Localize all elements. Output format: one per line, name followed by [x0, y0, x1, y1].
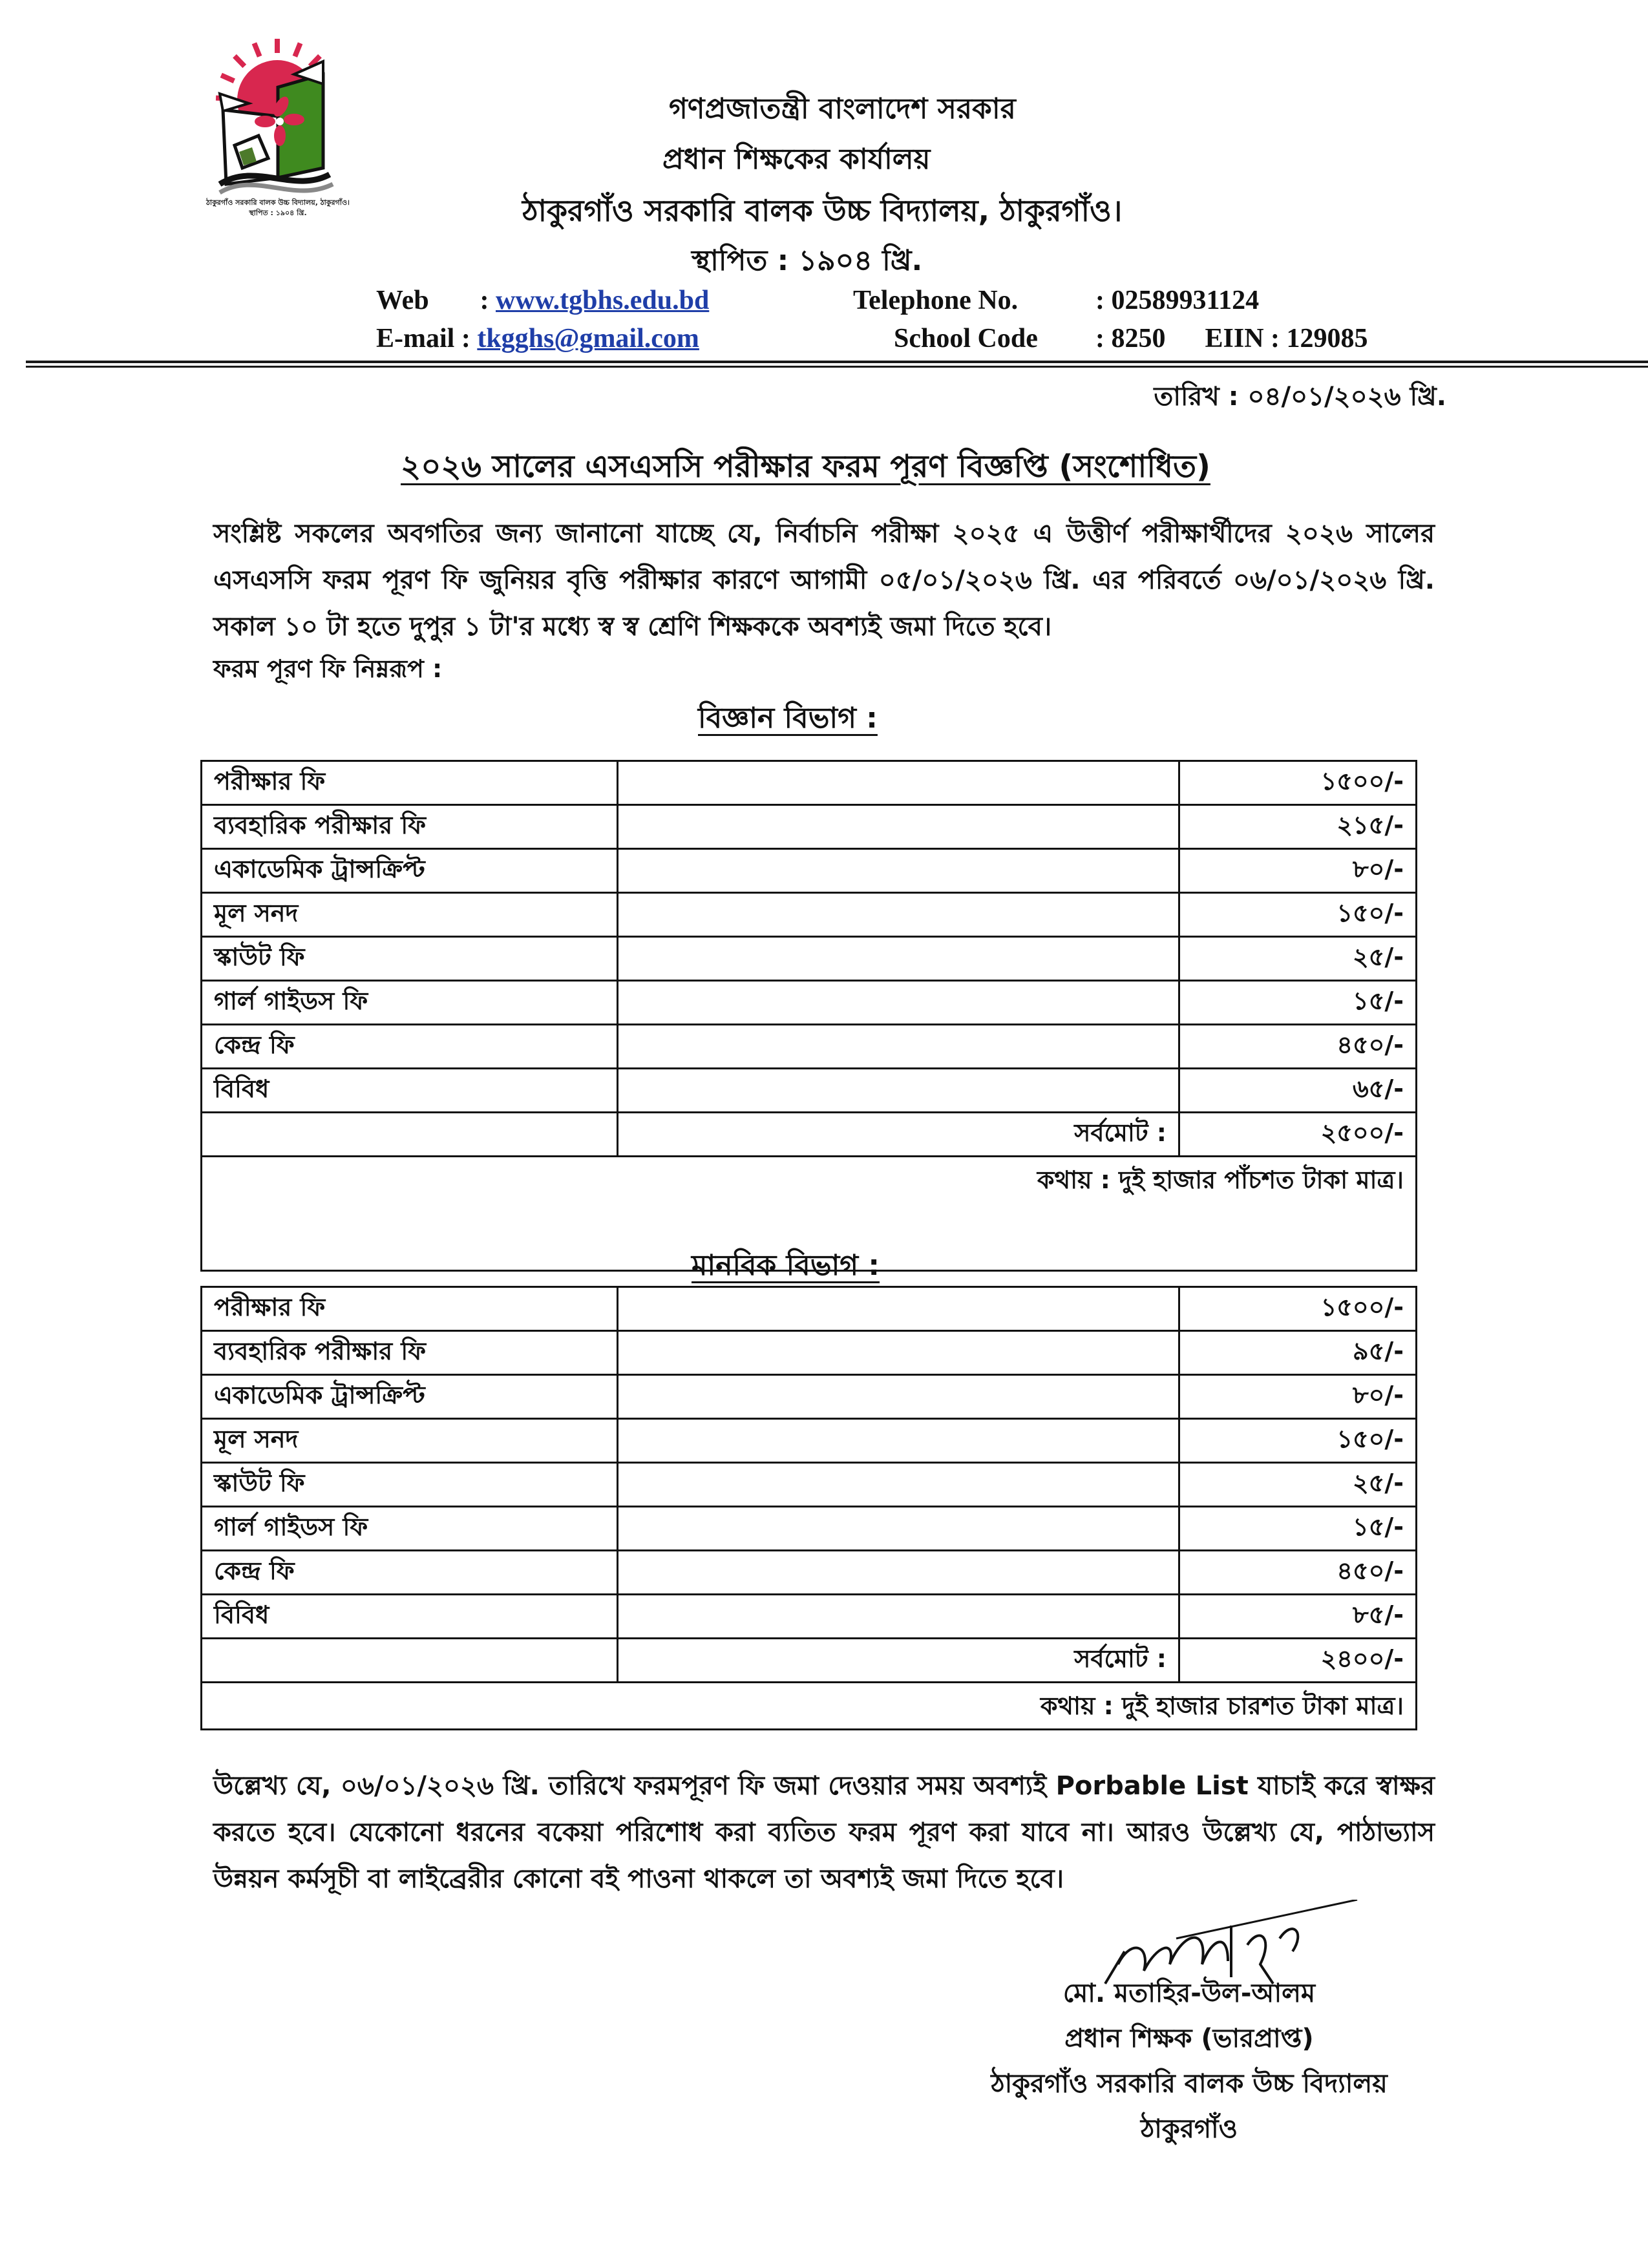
fee-amount: ১৫০/-	[1179, 1419, 1417, 1463]
established-year: স্থাপিত : ১৯০৪ খ্রি.	[692, 244, 923, 277]
blank-cell	[618, 893, 1179, 937]
signatory-location: ঠাকুরগাঁও	[1140, 2114, 1238, 2144]
fee-amount: ১৫/-	[1179, 981, 1417, 1025]
blank-cell	[618, 981, 1179, 1025]
table-row	[202, 849, 1417, 893]
fee-amount: ২১৫/-	[1179, 805, 1417, 849]
header-divider-thin	[26, 366, 1648, 368]
school-code-label: School Code	[894, 324, 1038, 353]
total-label: সর্বমোট :	[618, 1639, 1179, 1683]
eiin-label: EIIN	[1205, 324, 1264, 353]
school-logo-icon	[197, 39, 365, 200]
fee-amount: ৪৫০/-	[1179, 1551, 1417, 1595]
table-row	[202, 1025, 1417, 1069]
signatory-institution: ঠাকুরগাঁও সরকারি বালক উচ্চ বিদ্যালয়	[991, 2069, 1388, 2099]
in-words-row	[202, 1683, 1417, 1730]
fee-label: গার্ল গাইডস ফি	[202, 981, 618, 1025]
email-link[interactable]: tkgghs@gmail.com	[477, 324, 699, 353]
humanities-fee-table	[200, 1286, 1417, 1730]
telephone-line	[853, 285, 1259, 316]
table-row	[202, 893, 1417, 937]
notice-date: তারিখ : ০৪/০১/২০২৬ খ্রি.	[1154, 382, 1446, 412]
email-line	[376, 323, 699, 354]
total-label: সর্বমোট :	[618, 1113, 1179, 1157]
blank-cell	[202, 1639, 618, 1683]
fee-amount: ১৫০০/-	[1179, 1287, 1417, 1331]
fee-amount: ৮০/-	[1179, 849, 1417, 893]
fee-amount: ৪৫০/-	[1179, 1025, 1417, 1069]
blank-cell	[202, 1113, 618, 1157]
blank-cell	[618, 937, 1179, 981]
blank-cell	[618, 805, 1179, 849]
fee-amount: ১৫০০/-	[1179, 761, 1417, 805]
fee-amount: ২৫/-	[1179, 937, 1417, 981]
blank-cell	[618, 1507, 1179, 1551]
signatory-block	[956, 1971, 1422, 2152]
school-code-line	[894, 323, 1368, 354]
blank-cell	[618, 1463, 1179, 1507]
header-divider-thick	[26, 361, 1648, 363]
web-line	[376, 285, 709, 316]
fee-amount: ৬৫/-	[1179, 1069, 1417, 1113]
telephone-label: Telephone No.	[853, 286, 1019, 315]
total-amount: ২৪০০/-	[1179, 1639, 1417, 1683]
blank-cell	[618, 1419, 1179, 1463]
total-in-words: কথায় : দুই হাজার চারশত টাকা মাত্র।	[202, 1683, 1417, 1730]
total-amount: ২৫০০/-	[1179, 1113, 1417, 1157]
humanities-section-heading: মানবিক বিভাগ :	[692, 1249, 880, 1282]
intro-paragraph: সংশ্লিষ্ট সকলের অবগতির জন্য জানানো যাচ্ছে যে, নির্বাচনি পরীক্ষা ২০২৫ এ উত্তীর্ণ পরীক্ষার্থীদের ২০২৬ সালের এসএসসি ফরম পূরণ ফি জুনিয়র বৃত্তি পরীক্ষার কারণে আগামী ০৫/০১/২০২৬ খ্রি. এর পরিবর্তে ০৬/০১/২০২৬ খ্রি. সকাল ১০ টা হতে দুপুর ১ টা'র মধ্যে স্ব স্ব শ্রেণি শিক্ষককে অবশ্যই জমা দিতে হবে।	[213, 519, 1435, 642]
website-link[interactable]: www.tgbhs.edu.bd	[496, 286, 710, 315]
signatory-name: মো. মতাহির-উল-আলম	[1062, 1979, 1316, 2008]
blank-cell	[618, 1069, 1179, 1113]
table-row	[202, 1069, 1417, 1113]
logo-caption	[194, 198, 362, 218]
table-row	[202, 1595, 1417, 1639]
table-row	[202, 1551, 1417, 1595]
logo-caption-line2: স্থাপিত : ১৯০৪ খ্রি.	[249, 209, 307, 217]
fee-label: একাডেমিক ট্রান্সক্রিপ্ট	[202, 849, 618, 893]
fee-label: ব্যবহারিক পরীক্ষার ফি	[202, 1331, 618, 1375]
note-paragraph: উল্লেখ্য যে, ০৬/০১/২০২৬ খ্রি. তারিখে ফরমপূরণ ফি জমা দেওয়ার সময় অবশ্যই Porbable List যাচাই করে স্বাক্ষর করতে হবে। যেকোনো ধরনের বকেয়া পরিশোধ করা ব্যতিত ফরম পূরণ করা যাবে না। আরও উল্লেখ্য যে, পাঠাভ্যাস উন্নয়ন কর্মসূচী বা লাইব্রেরীর কোনো বই পাওনা থাকলে তা অবশ্যই জমা দিতে হবে।	[213, 1771, 1435, 1894]
fee-label: একাডেমিক ট্রান্সক্রিপ্ট	[202, 1375, 618, 1419]
science-section-heading: বিজ্ঞান বিভাগ :	[698, 702, 878, 735]
fee-amount: ৮০/-	[1179, 1375, 1417, 1419]
blank-cell	[618, 849, 1179, 893]
fee-heading: ফরম পূরণ ফি নিম্নরূপ :	[213, 655, 443, 683]
school-name: ঠাকুরগাঁও সরকারি বালক উচ্চ বিদ্যালয়, ঠাকুরগাঁও।	[522, 193, 1123, 228]
total-row	[202, 1113, 1417, 1157]
blank-cell	[618, 1025, 1179, 1069]
blank-cell	[618, 1331, 1179, 1375]
fee-amount: ৮৫/-	[1179, 1595, 1417, 1639]
table-row	[202, 1375, 1417, 1419]
table-row	[202, 1331, 1417, 1375]
fee-label: স্কাউট ফি	[202, 1463, 618, 1507]
fee-label: মূল সনদ	[202, 1419, 618, 1463]
total-row	[202, 1639, 1417, 1683]
fee-label: বিবিধ	[202, 1069, 618, 1113]
web-label: Web	[376, 286, 429, 315]
email-label: E-mail	[376, 324, 455, 353]
logo-caption-line1: ঠাকুরগাঁও সরকারি বালক উচ্চ বিদ্যালয়, ঠাকুরগাঁও।	[206, 198, 350, 207]
fee-label: ব্যবহারিক পরীক্ষার ফি	[202, 805, 618, 849]
table-row	[202, 937, 1417, 981]
fee-label: বিবিধ	[202, 1595, 618, 1639]
table-row	[202, 1287, 1417, 1331]
fee-label: পরীক্ষার ফি	[202, 1287, 618, 1331]
table-row	[202, 1463, 1417, 1507]
fee-amount: ৯৫/-	[1179, 1331, 1417, 1375]
table-row	[202, 1507, 1417, 1551]
office-name: প্রধান শিক্ষকের কার্যালয়	[662, 143, 931, 176]
blank-cell	[618, 761, 1179, 805]
fee-amount: ১৫০/-	[1179, 893, 1417, 937]
fee-label: কেন্দ্র ফি	[202, 1025, 618, 1069]
eiin-value: : 129085	[1271, 324, 1368, 353]
signatory-designation: প্রধান শিক্ষক (ভারপ্রাপ্ত)	[1064, 2024, 1314, 2053]
blank-cell	[618, 1595, 1179, 1639]
table-row	[202, 805, 1417, 849]
web-separator: :	[473, 286, 496, 315]
blank-cell	[618, 1287, 1179, 1331]
fee-amount: ২৫/-	[1179, 1463, 1417, 1507]
school-code-value: : 8250	[1095, 324, 1166, 353]
fee-label: পরীক্ষার ফি	[202, 761, 618, 805]
fee-label: কেন্দ্র ফি	[202, 1551, 618, 1595]
science-fee-table	[200, 760, 1417, 1272]
fee-label: গার্ল গাইডস ফি	[202, 1507, 618, 1551]
notice-title: ২০২৬ সালের এসএসসি পরীক্ষার ফরম পূরণ বিজ্ঞপ্তি (সংশোধিত)	[401, 448, 1210, 485]
fee-label: স্কাউট ফি	[202, 937, 618, 981]
government-name: গণপ্রজাতন্ত্রী বাংলাদেশ সরকার	[669, 92, 1016, 125]
blank-cell	[618, 1375, 1179, 1419]
telephone-value: : 02589931124	[1095, 286, 1260, 315]
table-row	[202, 981, 1417, 1025]
fee-label: মূল সনদ	[202, 893, 618, 937]
table-row	[202, 761, 1417, 805]
fee-amount: ১৫/-	[1179, 1507, 1417, 1551]
total-in-words: কথায় : দুই হাজার পাঁচশত টাকা মাত্র।	[202, 1157, 1417, 1271]
blank-cell	[618, 1551, 1179, 1595]
table-row	[202, 1419, 1417, 1463]
email-separator: :	[454, 324, 478, 353]
